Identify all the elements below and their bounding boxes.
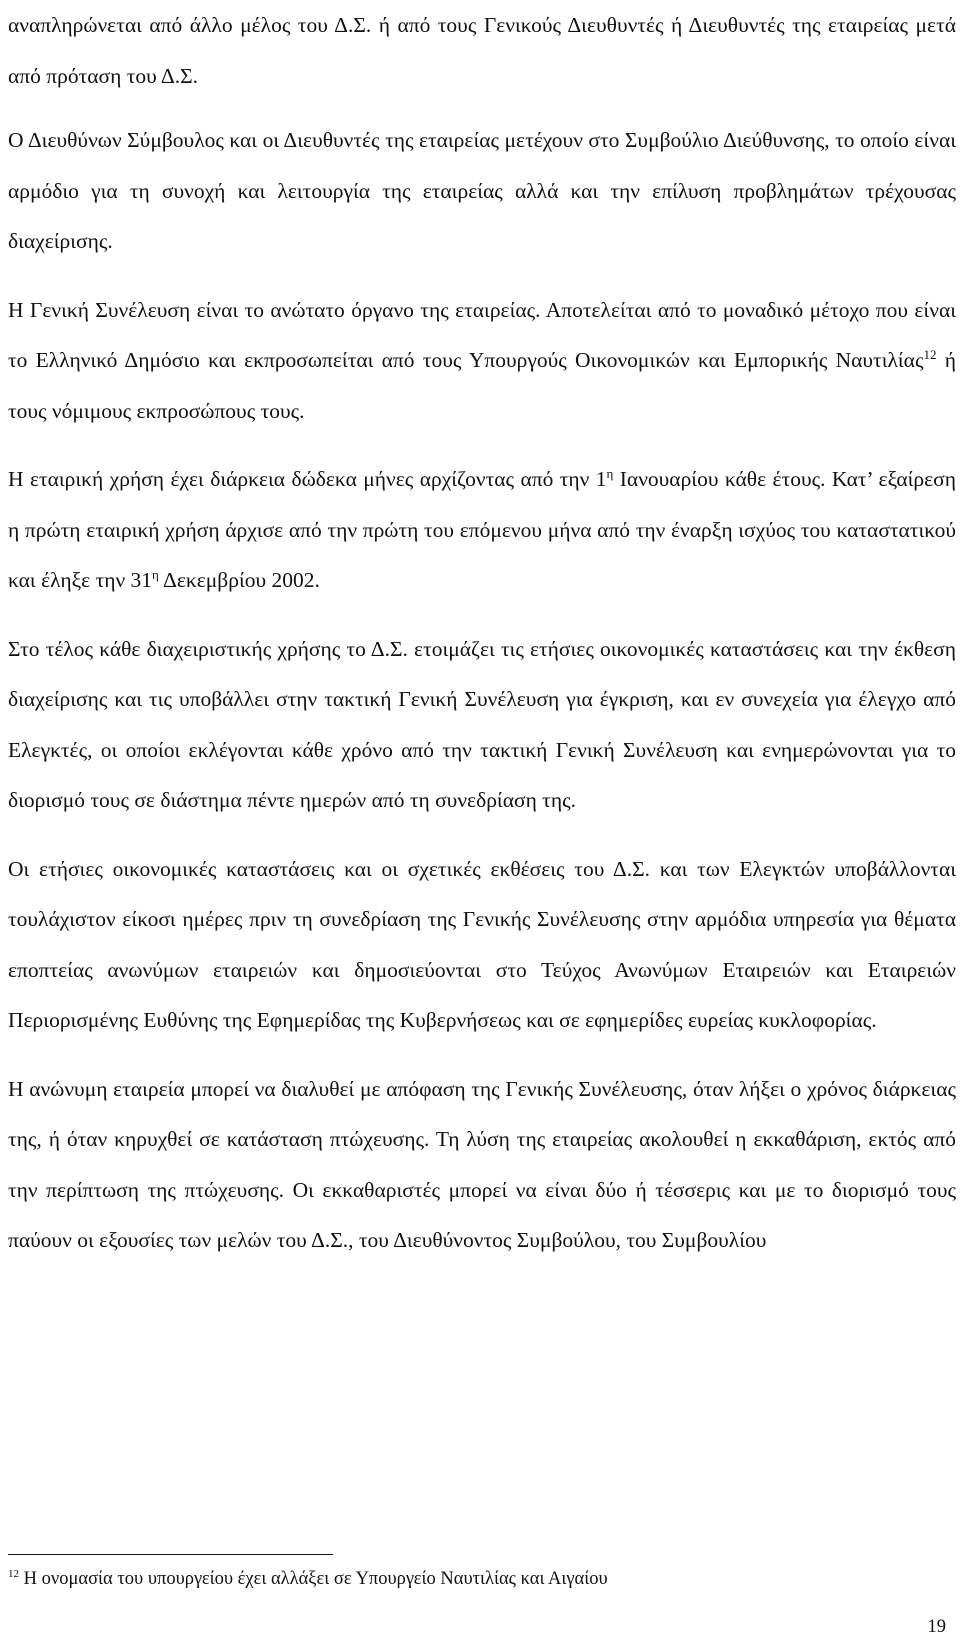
- footnote: [8, 1566, 608, 1592]
- paragraph-financial-statements: Στο τέλος κάθε διαχειριστικής χρήσης το Δ.Σ. ετοιμάζει τις ετήσιες οικονομικές καταστάσεις και την έκθεση διαχείρισης και τις υποβάλλει στην τακτική Γενική Συνέλευση για έγκριση, και εν συνεχεία για έλεγχο από Ελεγκτές, οι οποίοι εκλέγονται κάθε χρόνο από την τακτική Γενική Συνέλευση και ενημερώνονται για το διορισμό τους σε διάστημα πέντε ημερών από τη συνεδρίαση της.: [8, 636, 956, 812]
- document-page: [8, 0, 956, 1266]
- paragraph-board-replacement: αναπληρώνεται από άλλο μέλος του Δ.Σ. ή από τους Γενικούς Διευθυντές ή Διευθυντές της εταιρείας μετά από πρόταση του Δ.Σ.: [8, 13, 956, 88]
- paragraph-dissolution: Η ανώνυμη εταιρεία μπορεί να διαλυθεί με απόφαση της Γενικής Συνέλευσης, όταν λήξει ο χρόνος διάρκειας της, ή όταν κηρυχθεί σε κατάσταση πτώχευσης. Τη λύση της εταιρείας ακολουθεί η εκκαθάριση, εκτός από την περίπτωση της πτώχευσης. Οι εκκαθαριστές μπορεί να είναι δύο ή τέσσερις και με το διορισμό τους παύουν οι εξουσίες των μελών του Δ.Σ., του Διευθύνοντος Συμβούλου, του Συμβουλίου: [8, 1076, 956, 1252]
- paragraph-publication: Οι ετήσιες οικονομικές καταστάσεις και οι σχετικές εκθέσεις του Δ.Σ. και των Ελεγκτών υποβάλλονται τουλάχιστον είκοσι ημέρες πριν τη συνεδρίαση της Γενικής Συνέλευσης στην αρμόδια υπηρεσία για θέματα εποπτείας ανωνύμων εταιρειών και δημοσιεύονται στο Τεύχος Ανωνύμων Εταιρειών και Εταιρειών Περιορισμένης Ευθύνης της Εφημερίδας της Κυβερνήσεως και σε εφημερίδες ευρείας κυκλοφορίας.: [8, 856, 956, 1032]
- paragraph-fiscal-year-text-1: Η εταιρική χρήση έχει διάρκεια δώδεκα μήνες αρχίζοντας από την 1: [8, 467, 607, 491]
- paragraph-fiscal-year-text-2: Ιανουαρίου κάθε έτους. Κατ’ εξαίρεση η πρώτη εταιρική χρήση άρχισε από την πρώτη του επόμενου μήνα από την έναρξη ισχύος του καταστατικού και έληξε την 31: [8, 467, 957, 592]
- page-number: 19: [927, 1617, 946, 1637]
- paragraph-fiscal-year: [8, 454, 956, 606]
- ordinal-superscript: η: [606, 465, 614, 481]
- paragraph-general-assembly: [8, 285, 956, 437]
- paragraph-management-council: Ο Διευθύνων Σύμβουλος και οι Διευθυντές της εταιρείας μετέχουν στο Συμβούλιο Διεύθυνσης, το οποίο είναι αρμόδιο για τη συνοχή και λειτουργία της εταιρείας αλλά και την επίλυση προβλημάτων τρέχουσας διαχείρισης.: [8, 128, 956, 253]
- paragraph-general-assembly-text: Η Γενική Συνέλευση είναι το ανώτατο όργανο της εταιρείας. Αποτελείται από το μοναδικό μέτοχο που είναι το Ελληνικό Δημόσιο και εκπροσωπείται από τους Υπουργούς Οικονομικών και Εμπορικής Ναυτιλίας: [8, 297, 956, 372]
- ordinal-superscript: η: [152, 566, 159, 582]
- footnote-number: 12: [8, 1567, 19, 1580]
- footnote-text: Η ονομασία του υπουργείου έχει αλλάξει σε Υπουργείο Ναυτιλίας και Αιγαίου: [19, 1569, 608, 1589]
- footnote-reference[interactable]: 12: [923, 346, 937, 362]
- footnote-separator: [8, 1554, 333, 1555]
- paragraph-general-assembly-text-end: ή τους νόμιμους εκπροσώπους τους.: [8, 348, 956, 423]
- paragraph-fiscal-year-text-3: Δεκεμβρίου 2002.: [158, 568, 320, 592]
